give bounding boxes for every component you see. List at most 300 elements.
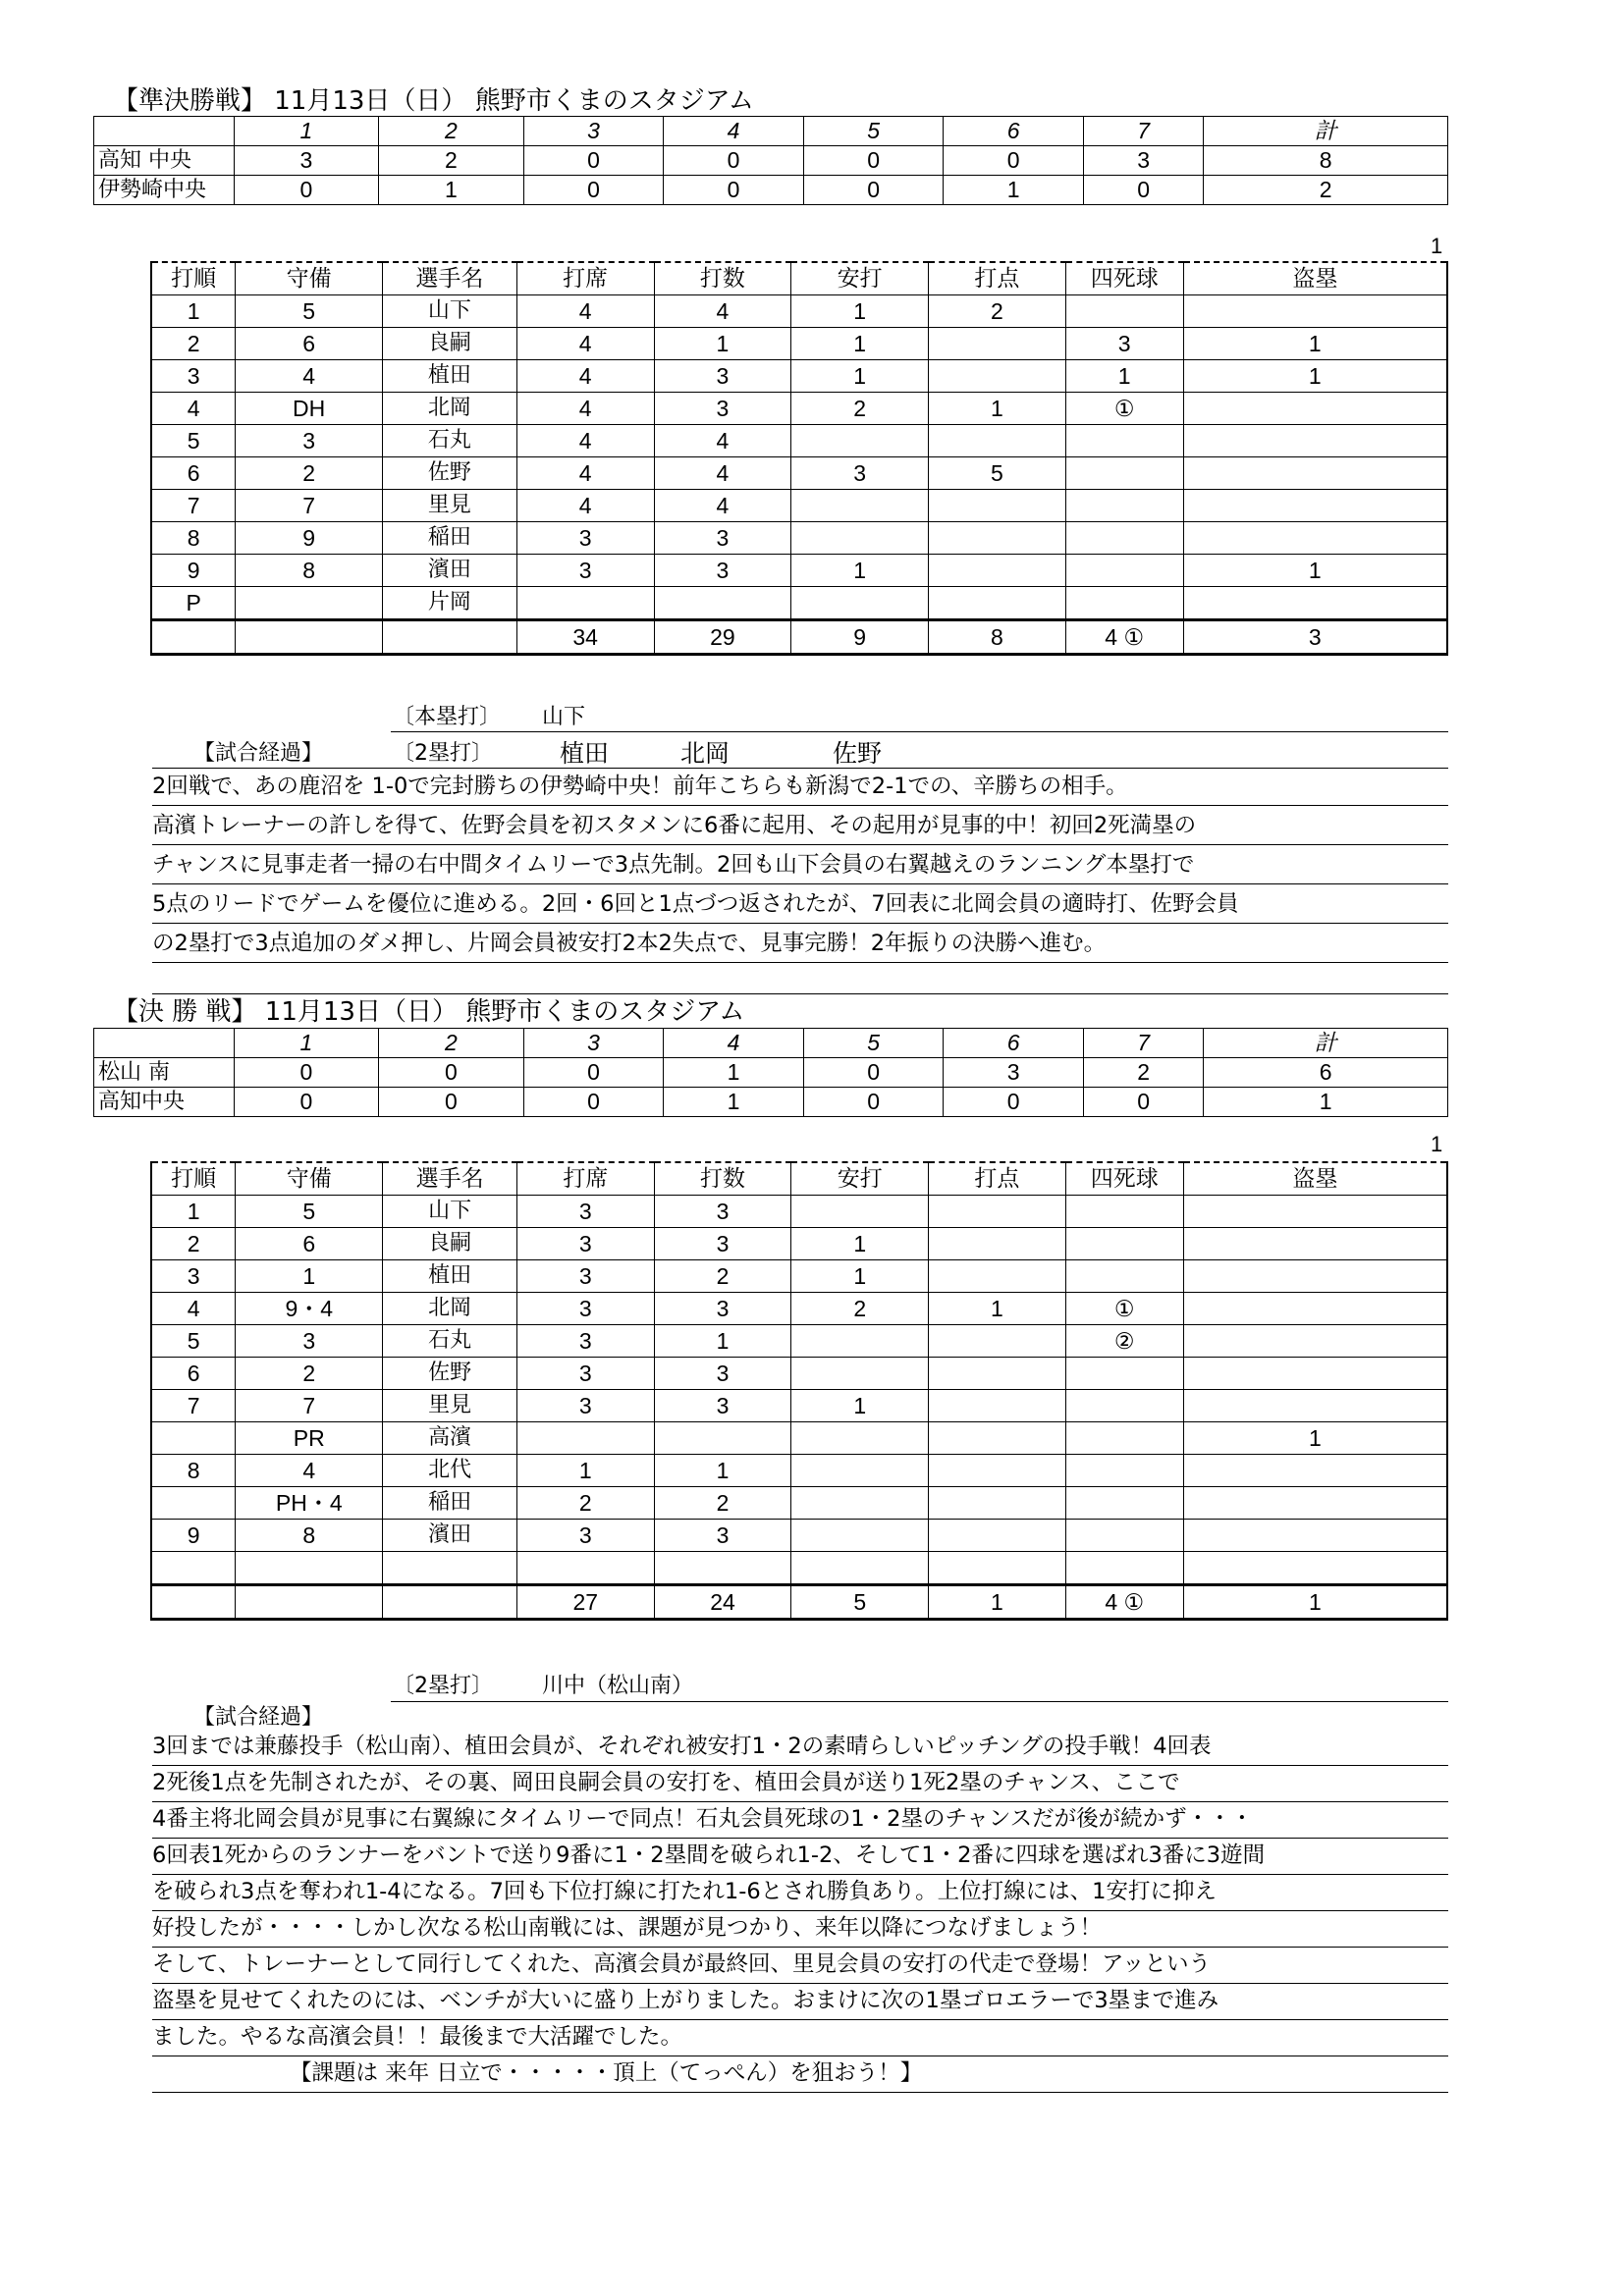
- final-narrative-line: 3回までは兼藤投手（松山南）、植田会員が、それぞれ被安打1・2の素晴らしいピッチングの投手戦！4回表: [152, 1728, 1448, 1766]
- table-cell: 2: [791, 393, 929, 425]
- table-cell: 6: [236, 328, 383, 360]
- table-cell: 4: [654, 295, 791, 328]
- table-cell: 4: [516, 328, 654, 360]
- table-cell: [1065, 1390, 1183, 1422]
- column-header: 守備: [236, 1162, 383, 1196]
- table-cell: 2: [791, 1293, 929, 1325]
- semi-double-label: 〔2塁打〕: [393, 741, 493, 766]
- inning-header-blank: [94, 1029, 235, 1058]
- table-cell: 1: [1183, 328, 1447, 360]
- table-cell: [929, 1487, 1066, 1520]
- column-header: 選手名: [383, 262, 517, 295]
- table-cell: PH・4: [236, 1487, 383, 1520]
- table-cell: [1065, 1422, 1183, 1455]
- table-cell: [1183, 587, 1447, 620]
- column-header: 守備: [236, 262, 383, 295]
- table-cell: 3: [516, 522, 654, 555]
- table-cell: [929, 1390, 1066, 1422]
- table-cell: 7: [151, 490, 236, 522]
- table-row: [151, 1520, 1447, 1552]
- table-cell: 5: [236, 295, 383, 328]
- inning-score: 8: [1204, 146, 1448, 176]
- table-cell: 5: [236, 1196, 383, 1228]
- column-header: 選手名: [383, 1162, 517, 1196]
- table-cell: [1065, 522, 1183, 555]
- table-cell: [1183, 1520, 1447, 1552]
- table-cell: ①: [1065, 1293, 1183, 1325]
- table-cell: 4: [236, 360, 383, 393]
- table-cell: 5: [151, 1325, 236, 1358]
- table-cell: [929, 360, 1066, 393]
- inning-score: 0: [523, 176, 664, 205]
- table-cell: 2: [929, 295, 1066, 328]
- table-cell: [1183, 1228, 1447, 1260]
- table-row: [151, 1552, 1447, 1585]
- table-cell: 1: [791, 360, 929, 393]
- column-header: 打数: [654, 1162, 791, 1196]
- table-cell: [151, 1487, 236, 1520]
- table-cell: [1065, 1358, 1183, 1390]
- table-cell: [929, 1196, 1066, 1228]
- total-cell: 29: [654, 620, 791, 655]
- inning-score: 3: [944, 1058, 1084, 1088]
- table-cell: 北代: [383, 1455, 517, 1487]
- table-cell: 3: [516, 1260, 654, 1293]
- table-cell: [791, 1520, 929, 1552]
- table-cell: 3: [654, 1293, 791, 1325]
- semi-hr-label: 〔本塁打〕: [393, 705, 502, 729]
- table-cell: [929, 490, 1066, 522]
- table-cell: [929, 522, 1066, 555]
- table-cell: [1183, 1390, 1447, 1422]
- table-cell: 2: [654, 1260, 791, 1293]
- table-row: [151, 295, 1447, 328]
- table-row: [151, 457, 1447, 490]
- batting-header-row: [151, 262, 1447, 295]
- table-cell: [1065, 1520, 1183, 1552]
- inning-score: 0: [803, 1058, 944, 1088]
- table-cell: 4: [654, 490, 791, 522]
- table-cell: [791, 1455, 929, 1487]
- total-cell: [236, 1585, 383, 1620]
- table-row: [151, 393, 1447, 425]
- table-cell: 7: [236, 1390, 383, 1422]
- total-cell: 1: [929, 1585, 1066, 1620]
- table-cell: 里見: [383, 490, 517, 522]
- table-cell: [791, 1325, 929, 1358]
- table-cell: 4: [654, 425, 791, 457]
- table-cell: 1: [929, 393, 1066, 425]
- table-cell: 6: [151, 457, 236, 490]
- table-cell: 9: [236, 522, 383, 555]
- table-cell: [929, 1552, 1066, 1585]
- table-cell: 3: [151, 360, 236, 393]
- column-header: 打点: [929, 262, 1066, 295]
- inning-label: 6: [944, 1029, 1084, 1058]
- table-row: [151, 1260, 1447, 1293]
- team-score-row: [94, 146, 1448, 176]
- final-page-number: 1: [1431, 1132, 1443, 1156]
- inning-score: 0: [379, 1088, 524, 1117]
- inning-label: 2: [379, 1029, 524, 1058]
- table-cell: [1065, 295, 1183, 328]
- semi-narrative-line: 5点のリードでゲームを優位に進める。2回・6回と1点づつ返されたが、7回表に北岡会員の適時打、佐野会員: [152, 885, 1448, 924]
- table-cell: 3: [654, 1358, 791, 1390]
- final-narrative-line: 6回表1死からのランナーをバントで送り9番に1・2塁間を破られ1-2、そして1・2番に四球を選ばれ3番に3遊間: [152, 1837, 1448, 1875]
- total-cell: 5: [791, 1585, 929, 1620]
- final-narrative-line: 盗塁を見せてくれたのには、ベンチが大いに盛り上がりました。おまけに次の1塁ゴロエラーで3塁まで進み: [152, 1982, 1448, 2020]
- table-cell: [1183, 457, 1447, 490]
- table-cell: 稲田: [383, 522, 517, 555]
- table-cell: 2: [236, 1358, 383, 1390]
- inning-score: 0: [664, 146, 804, 176]
- table-row: [151, 425, 1447, 457]
- table-cell: 佐野: [383, 1358, 517, 1390]
- table-cell: [1183, 1552, 1447, 1585]
- table-cell: [654, 1422, 791, 1455]
- table-cell: 8: [236, 555, 383, 587]
- table-cell: 4: [151, 393, 236, 425]
- table-cell: [929, 587, 1066, 620]
- final-narrative-line: 2死後1点を先制されたが、その裏、岡田良嗣会員の安打を、植田会員が送り1死2塁のチャンス、ここで: [152, 1764, 1448, 1802]
- inning-score: 1: [664, 1058, 804, 1088]
- table-cell: [929, 1358, 1066, 1390]
- column-header: 安打: [791, 262, 929, 295]
- table-cell: [929, 1520, 1066, 1552]
- totals-row: [151, 1585, 1447, 1620]
- inning-score: 0: [803, 1088, 944, 1117]
- table-row: [151, 1196, 1447, 1228]
- semi-narrative-line: 2回戦で、あの鹿沼を 1-0で完封勝ちの伊勢崎中央！前年こちらも新潟で2-1での、辛勝ちの相手。: [152, 768, 1448, 806]
- total-cell: 34: [516, 620, 654, 655]
- table-cell: 3: [654, 1196, 791, 1228]
- inning-header-row: [94, 117, 1448, 146]
- table-cell: 4: [516, 295, 654, 328]
- table-cell: ②: [1065, 1325, 1183, 1358]
- table-cell: 山下: [383, 1196, 517, 1228]
- table-cell: 石丸: [383, 425, 517, 457]
- inning-label: 5: [803, 117, 944, 146]
- table-cell: [1183, 1293, 1447, 1325]
- table-cell: 8: [151, 1455, 236, 1487]
- table-cell: [383, 1552, 517, 1585]
- table-cell: 1: [516, 1455, 654, 1487]
- table-cell: 3: [516, 1228, 654, 1260]
- table-cell: 片岡: [383, 587, 517, 620]
- table-cell: 良嗣: [383, 1228, 517, 1260]
- table-row: [151, 1228, 1447, 1260]
- table-cell: 1: [654, 1455, 791, 1487]
- table-cell: [516, 587, 654, 620]
- table-cell: 1: [236, 1260, 383, 1293]
- table-cell: 1: [791, 555, 929, 587]
- table-cell: [791, 522, 929, 555]
- table-cell: [1183, 522, 1447, 555]
- inning-score: 0: [664, 176, 804, 205]
- inning-score: 1: [944, 176, 1084, 205]
- inning-label: 5: [803, 1029, 944, 1058]
- table-cell: 山下: [383, 295, 517, 328]
- inning-label: 2: [379, 117, 524, 146]
- table-row: [151, 1455, 1447, 1487]
- table-cell: [929, 328, 1066, 360]
- table-cell: [236, 587, 383, 620]
- column-header: 安打: [791, 1162, 929, 1196]
- total-cell: 9: [791, 620, 929, 655]
- final-scoreboard: [93, 1028, 1448, 1117]
- inning-label: 6: [944, 117, 1084, 146]
- totals-row: [151, 620, 1447, 655]
- table-row: [151, 490, 1447, 522]
- total-cell: [151, 1585, 236, 1620]
- table-cell: DH: [236, 393, 383, 425]
- table-cell: 1: [791, 295, 929, 328]
- team-name: 高知 中央: [94, 146, 235, 176]
- table-cell: [791, 587, 929, 620]
- table-cell: [1065, 457, 1183, 490]
- inning-label: 計: [1204, 117, 1448, 146]
- inning-score: 0: [234, 1058, 379, 1088]
- table-cell: [516, 1552, 654, 1585]
- table-cell: 4: [516, 360, 654, 393]
- final-batting-table: [150, 1161, 1448, 1621]
- table-cell: P: [151, 587, 236, 620]
- table-cell: [1065, 1487, 1183, 1520]
- table-cell: 3: [516, 1293, 654, 1325]
- table-row: [151, 522, 1447, 555]
- final-double-label: 〔2塁打〕: [393, 1674, 493, 1698]
- table-cell: 9: [151, 1520, 236, 1552]
- table-cell: 濱田: [383, 555, 517, 587]
- column-header: 打順: [151, 262, 236, 295]
- inning-score: 3: [1083, 146, 1203, 176]
- inning-label: 4: [664, 1029, 804, 1058]
- inning-score: 0: [234, 1088, 379, 1117]
- total-cell: 27: [516, 1585, 654, 1620]
- semi-title: 【準決勝戦】 11月13日（日） 熊野市くまのスタジアム: [113, 86, 754, 116]
- table-cell: [1065, 555, 1183, 587]
- table-cell: [1183, 490, 1447, 522]
- inning-score: 0: [803, 146, 944, 176]
- table-cell: 9: [151, 555, 236, 587]
- team-score-row: [94, 1058, 1448, 1088]
- inning-score: 0: [234, 176, 379, 205]
- semi-hr-line: [391, 731, 1448, 732]
- table-cell: 3: [654, 1520, 791, 1552]
- final-progress-label: 【試合経過】: [193, 1705, 324, 1730]
- table-row: [151, 1293, 1447, 1325]
- semi-page-number: 1: [1431, 234, 1443, 258]
- table-cell: 1: [1183, 360, 1447, 393]
- inning-score: 3: [234, 146, 379, 176]
- table-cell: [791, 1196, 929, 1228]
- inning-score: 0: [944, 1088, 1084, 1117]
- total-cell: [383, 620, 517, 655]
- table-cell: 3: [654, 1390, 791, 1422]
- inning-label: 1: [234, 117, 379, 146]
- table-cell: 2: [151, 328, 236, 360]
- table-cell: [791, 490, 929, 522]
- table-cell: 2: [236, 457, 383, 490]
- table-cell: [929, 425, 1066, 457]
- final-narrative-line: 4番主将北岡会員が見事に右翼線にタイムリーで同点！石丸会員死球の1・2塁のチャンスだが後が続かず・・・: [152, 1800, 1448, 1839]
- table-cell: 3: [654, 1228, 791, 1260]
- table-cell: 3: [516, 555, 654, 587]
- table-cell: [654, 1552, 791, 1585]
- table-cell: 3: [654, 555, 791, 587]
- table-cell: 3: [516, 1325, 654, 1358]
- inning-header-row: [94, 1029, 1448, 1058]
- total-cell: 1: [1183, 1585, 1447, 1620]
- inning-score: 0: [1083, 1088, 1203, 1117]
- inning-label: 計: [1204, 1029, 1448, 1058]
- table-cell: 1: [929, 1293, 1066, 1325]
- table-cell: 3: [236, 1325, 383, 1358]
- table-cell: [1183, 295, 1447, 328]
- semi-double-name-1: 植田: [560, 739, 610, 768]
- table-cell: [236, 1552, 383, 1585]
- table-cell: 3: [654, 522, 791, 555]
- table-cell: [929, 1422, 1066, 1455]
- final-title: 【決 勝 戦】 11月13日（日） 熊野市くまのスタジアム: [113, 997, 745, 1027]
- table-cell: [1183, 1487, 1447, 1520]
- table-row: [151, 1325, 1447, 1358]
- semi-hr-names: 山下: [542, 705, 586, 729]
- table-cell: 1: [1183, 1422, 1447, 1455]
- final-double-line: [391, 1701, 1448, 1702]
- table-cell: [1183, 1325, 1447, 1358]
- table-cell: 稲田: [383, 1487, 517, 1520]
- table-cell: [1065, 1196, 1183, 1228]
- total-cell: 3: [1183, 620, 1447, 655]
- table-cell: 7: [151, 1390, 236, 1422]
- table-cell: 3: [236, 425, 383, 457]
- table-cell: [1183, 1196, 1447, 1228]
- inning-score: 1: [1204, 1088, 1448, 1117]
- table-cell: [1065, 1455, 1183, 1487]
- total-cell: 24: [654, 1585, 791, 1620]
- table-cell: 1: [791, 1228, 929, 1260]
- final-narrative-line: そして、トレーナーとして同行してくれた、高濱会員が最終回、里見会員の安打の代走で登場！アッという: [152, 1946, 1448, 1984]
- table-row: [151, 328, 1447, 360]
- inning-score: 0: [803, 176, 944, 205]
- inning-score: 1: [664, 1088, 804, 1117]
- semi-progress-label: 【試合経過】: [193, 741, 324, 766]
- table-cell: [1065, 425, 1183, 457]
- table-cell: 1: [151, 295, 236, 328]
- inning-score: 0: [523, 1058, 664, 1088]
- table-cell: 4: [516, 425, 654, 457]
- table-cell: [151, 1552, 236, 1585]
- table-cell: 1: [654, 1325, 791, 1358]
- final-closing-line: 【課題は 来年 日立で・・・・・頂上（てっぺん）を狙おう！】: [152, 2055, 1448, 2093]
- table-cell: 北岡: [383, 393, 517, 425]
- semi-narrative-line: チャンスに見事走者一掃の右中間タイムリーで3点先制。2回も山下会員の右翼越えのランニング本塁打で: [152, 846, 1448, 884]
- table-cell: 高濱: [383, 1422, 517, 1455]
- table-cell: 4: [516, 457, 654, 490]
- table-cell: [929, 1455, 1066, 1487]
- table-cell: 2: [516, 1487, 654, 1520]
- table-row: [151, 587, 1447, 620]
- table-cell: 8: [236, 1520, 383, 1552]
- table-cell: 1: [1065, 360, 1183, 393]
- table-cell: 3: [516, 1390, 654, 1422]
- semi-double-name-2: 北岡: [680, 739, 731, 768]
- team-name: 高知中央: [94, 1088, 235, 1117]
- table-row: [151, 1390, 1447, 1422]
- table-row: [151, 555, 1447, 587]
- table-cell: [791, 1487, 929, 1520]
- table-cell: 3: [654, 360, 791, 393]
- inning-label: 7: [1083, 117, 1203, 146]
- table-cell: [929, 1260, 1066, 1293]
- final-narrative-line: を破られ3点を奪われ1-4になる。7回も下位打線に打たれ1-6とされ勝負あり。上位打線には、1安打に抑え: [152, 1873, 1448, 1911]
- table-cell: 植田: [383, 1260, 517, 1293]
- inning-label: 7: [1083, 1029, 1203, 1058]
- table-cell: 3: [516, 1358, 654, 1390]
- table-cell: 2: [151, 1228, 236, 1260]
- inning-score: 1: [379, 176, 524, 205]
- semi-narrative-line: の2塁打で3点追加のダメ押し、片岡会員被安打2本2失点で、見事完勝！2年振りの決勝へ進む。: [152, 925, 1448, 963]
- table-cell: 6: [236, 1228, 383, 1260]
- table-row: [151, 1422, 1447, 1455]
- table-cell: 3: [516, 1520, 654, 1552]
- column-header: 打席: [516, 1162, 654, 1196]
- total-cell: 4 ①: [1065, 620, 1183, 655]
- table-cell: 石丸: [383, 1325, 517, 1358]
- table-cell: 良嗣: [383, 328, 517, 360]
- table-cell: [1065, 1260, 1183, 1293]
- team-score-row: [94, 1088, 1448, 1117]
- table-cell: 4: [516, 490, 654, 522]
- column-header: 盗塁: [1183, 262, 1447, 295]
- table-cell: [791, 1358, 929, 1390]
- total-cell: [383, 1585, 517, 1620]
- total-cell: 8: [929, 620, 1066, 655]
- table-cell: 3: [654, 393, 791, 425]
- final-narrative-line: 好投したが・・・・しかし次なる松山南戦には、課題が見つかり、来年以降につなげましょう！: [152, 1909, 1448, 1948]
- team-name: 伊勢崎中央: [94, 176, 235, 205]
- table-cell: [1183, 1455, 1447, 1487]
- table-cell: 4: [236, 1455, 383, 1487]
- total-cell: 4 ①: [1065, 1585, 1183, 1620]
- table-cell: 5: [151, 425, 236, 457]
- inning-score: 0: [523, 1088, 664, 1117]
- semi-narrative-line: 高濱トレーナーの許しを得て、佐野会員を初スタメンに6番に起用、その起用が見事的中！初回2死満塁の: [152, 807, 1448, 845]
- column-header: 盗塁: [1183, 1162, 1447, 1196]
- total-cell: [236, 620, 383, 655]
- table-cell: [1183, 393, 1447, 425]
- table-cell: [516, 1422, 654, 1455]
- inning-score: 2: [1204, 176, 1448, 205]
- table-cell: 1: [791, 1390, 929, 1422]
- table-cell: [929, 1228, 1066, 1260]
- table-cell: 4: [516, 393, 654, 425]
- table-cell: [151, 1422, 236, 1455]
- table-cell: 1: [1183, 555, 1447, 587]
- table-cell: [791, 1422, 929, 1455]
- column-header: 打順: [151, 1162, 236, 1196]
- table-cell: [1065, 490, 1183, 522]
- table-cell: 1: [791, 1260, 929, 1293]
- table-cell: 1: [654, 328, 791, 360]
- table-cell: 8: [151, 522, 236, 555]
- batting-header-row: [151, 1162, 1447, 1196]
- inning-header-blank: [94, 117, 235, 146]
- column-header: 打点: [929, 1162, 1066, 1196]
- semi-batting-table: [150, 261, 1448, 656]
- table-cell: [791, 425, 929, 457]
